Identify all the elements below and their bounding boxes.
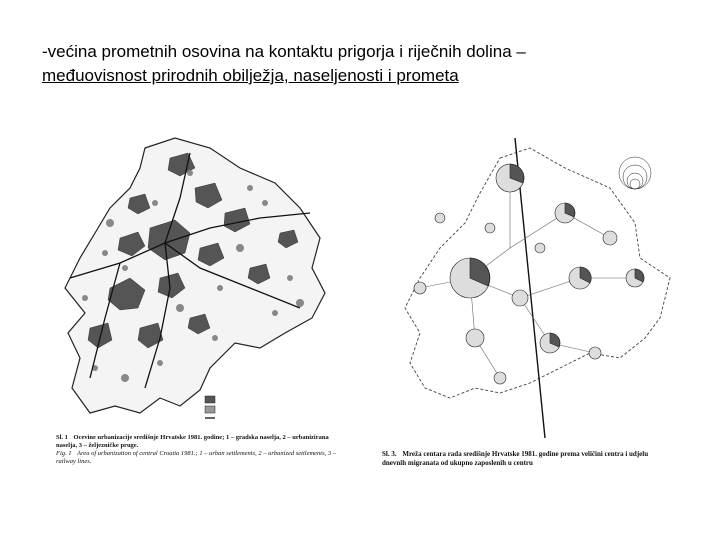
slide-text [42, 40, 692, 88]
caption-text: Ocevine urbanizacije središnje Hrvatske 1981. godine; 1 – gradska naselja, 2 – urbanizirana naselja, 3 – željezničke pruge. [56, 434, 329, 449]
caption-number: Sl. 1 [56, 434, 68, 441]
work-centers-map [380, 128, 690, 448]
right-figure-caption [382, 450, 672, 468]
caption-text: Mreža centara rada središnje Hrvatske 1981. godine prema veličini centra i udjelu dnevnih migranata od ukupno zaposlenih u centru [382, 450, 649, 467]
map-legend [205, 396, 215, 418]
slide-line-2: međuovisnost prirodnih obilježja, naseljenosti i prometa [42, 66, 459, 85]
left-figure-caption [56, 434, 341, 466]
urbanization-map [50, 128, 350, 428]
size-legend [619, 157, 651, 189]
caption-number: Sl. 3. [382, 450, 397, 458]
slide-line-1: -većina prometnih osovina na kontaktu prigorja i riječnih dolina – [42, 42, 526, 61]
caption-en-number: Fig. 1 [56, 450, 72, 457]
region-outline [65, 138, 325, 413]
caption-en-text: Area of urbanization of central Croatia 1981.; 1 – urban settlements, 2 – urbanized settlements, 3 – railway lines. [56, 450, 337, 465]
